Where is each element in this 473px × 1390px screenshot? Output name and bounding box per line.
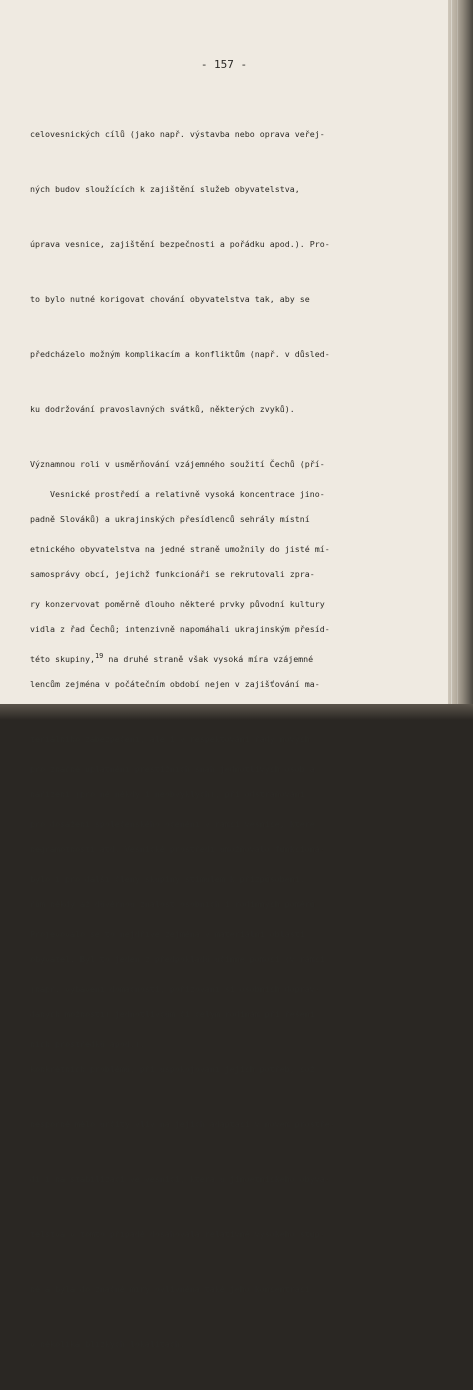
text-line: konkrétních problémů, při uspokojování jejich potřeb, což <box>30 1064 315 1075</box>
text-line: Projevovalo se to nejdříve zejména v materiální oblasti <box>30 928 305 939</box>
text-line: teriálního zabezpečení, ale i v respektování řady nových <box>30 734 310 745</box>
text-line: nařízení (pro ně někdy i neobvyklých), při odstraňování <box>30 789 305 800</box>
text-line: ry konzervovat poměrně dlouho některé prvky původní kultury <box>30 598 325 609</box>
text-line: předcházelo možným komplikacím a konfliktům (např. v důsled- <box>30 348 330 359</box>
text-line: celovesnických cílů (jako např. výstavba nebo oprava veřej- <box>30 128 325 139</box>
text-line: telstva v tomto případě dosahovala relativně vysokého stup- <box>30 1229 325 1240</box>
text-segment: této skupiny, <box>30 653 95 664</box>
page-number: - 157 - <box>200 58 248 71</box>
text-line: úprava vesnice, zajištění bezpečnosti a pořádku apod.). Pro- <box>30 238 330 249</box>
text-line: negramotnosti atd. Vesnické prostředí umožňovalo funkcioná- <box>30 844 325 855</box>
text-line: pro dosažení společenského ocenění v rámci vesnice, které <box>30 818 315 829</box>
text-line: pro značné uplatnění prestižních snah jednotlivých osob a <box>30 763 315 774</box>
text-line: obyvatel. Byl to jeden z předpokladů účinné pomoci (v rámci <box>30 954 325 965</box>
page-stack-edge <box>448 0 473 720</box>
text-line: nesporně mělo určitý vliv na jejich adaptaci v novém prostře- <box>30 1119 335 1130</box>
text-line: padně Slováků) a ukrajinských přesídlenců sehrály místní <box>30 513 310 524</box>
footnote-marker: 19 <box>94 651 104 660</box>
text-line: Vesnické prostředí a relativně vysoká koncentrace jino- <box>30 488 325 499</box>
text-segment: na druhé straně však vysoká míra vzájemné <box>103 653 314 664</box>
text-line: dí i na stabilizaci ve vesnici, která u jinoetnického obyva- <box>30 1174 330 1185</box>
text-line: ních prostředků apod.). <box>30 1039 145 1049</box>
text-line: lencům zejména v počátečním období nejen v zajišťování ma- <box>30 679 320 689</box>
text-line: Významnou roli v usměrňování vzájemného soužití Čechů (pří- <box>30 458 325 469</box>
text-line: ku dodržování pravoslavných svátků, některých zvyků). <box>30 403 295 414</box>
text-line: to bylo nutné korigovat chování obyvatelstva tak, aby se <box>30 293 310 304</box>
text-line: daných možností) jednotlivcům či celým rodinám při řešení <box>30 1009 315 1020</box>
text-line: samosprávy obcí, jejichž funkcionáři se rekrutovali zpra- <box>30 568 315 579</box>
text-line: řům někdy až důvěrnou znalost osobních i rodinných poměrů <box>30 899 315 910</box>
bottom-shadow <box>0 704 473 720</box>
paragraph-2 <box>30 448 450 1090</box>
text-line: ných budov sloužících k zajištění služeb obyvatelstva, <box>30 183 300 194</box>
text-line: (např. vybavení domácnosti, pořizování si osobních doprav- <box>30 983 320 994</box>
text-line: ně a byla do značné míry ovlivněna také jeho koncentrací <box>30 1284 310 1295</box>
text-line: vidla z řad Čechů; intenzivně napomáhali ukrajinským přesíd- <box>30 623 330 634</box>
text-line-with-footnote <box>30 650 450 668</box>
text-line: etnického obyvatelstva na jedné straně umožnily do jisté mí- <box>30 543 330 554</box>
text-line: v několika blízkých lokalitách. <box>30 1339 185 1350</box>
text-line: bylo i pro další členy skupiny stimulem k přizpůsobení. <box>30 873 305 884</box>
